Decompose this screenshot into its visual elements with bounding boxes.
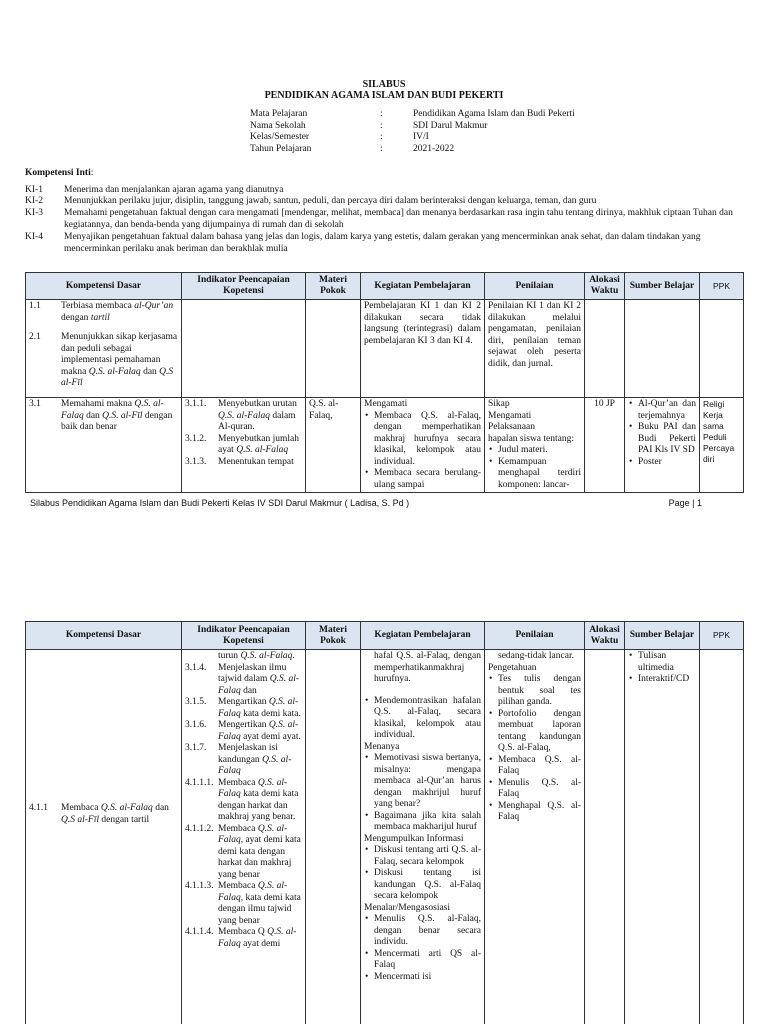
list-item: • Menulis Q.S. al-Falaq	[498, 778, 581, 801]
ki-item	[25, 232, 745, 255]
ki-text: Menerima dan menjalankan ajaran agama yang dianutnya	[64, 185, 284, 195]
document-title: SILABUS	[362, 79, 406, 90]
cell-materi	[306, 650, 361, 1024]
cell-penilaian: Penilaian KI 1 dan KI 2 dilakukan melalui pengamatan, penilaian diri, penilaian teman sejawat oleh peserta didik, dan jurnal.	[485, 300, 585, 398]
indikator-number: 4.1.1.3.	[185, 881, 214, 891]
meta-value: Pendidikan Agama Islam dan Budi Pekerti	[413, 109, 575, 119]
cell-penilaian	[485, 398, 585, 493]
cell-ppk	[700, 650, 744, 1024]
indikator-text: turun Q.S. al-Falaq.	[218, 651, 295, 661]
penilaian-line: hapalan siswa tentang:	[488, 433, 575, 444]
cell-sumber	[625, 300, 700, 398]
kd-text: Terbiasa membaca al-Qur’an dengan tartil	[61, 301, 174, 323]
ki-text: Memahami pengetahuan faktual dengan cara mengamati [mendengar, melihat, membaca] dan menanya berdasarkan rasa ingin tahu tentang dirinya, makhluk ciptaan Tuhan dan kegiatannya, dan benda-benda yang dijumpainya di rumah dan di sekolah	[64, 208, 733, 230]
page-2	[0, 620, 768, 1024]
indikator-text: Menjelaskan ilmu tajwid dalam Q.S. al-Falaq dan	[218, 662, 300, 696]
sumber-list	[628, 651, 696, 686]
kompetensi-inti-heading-colon: :	[90, 168, 94, 178]
kd-text: Memahami makna Q.S. al-Falaq dan Q.S. al-Fīl dengan baik dan benar	[61, 399, 173, 432]
meta-label: Mata Pelajaran	[250, 109, 308, 119]
cell-kompetensi-dasar	[26, 650, 182, 1024]
indikator-item	[185, 651, 302, 663]
meta-row	[250, 109, 575, 121]
penilaian-line: Pelaksanaan	[488, 422, 535, 432]
col-sumber-belajar: Sumber Belajar	[625, 622, 700, 650]
list-item: • Diskusi tentang isi kandungan Q.S. al-Falaq secara kelompok	[374, 868, 481, 903]
cell-sumber	[625, 650, 700, 1024]
list-item: • Membaca Q.S. al-Falaq, dengan memperhatikan makhraj hurufnya secara klasikal, kelompok atau individual.	[374, 411, 481, 469]
col-kompetensi-dasar: Kompetensi Dasar	[26, 622, 182, 650]
kd-item	[29, 301, 178, 324]
meta-label: Tahun Pelajaran	[250, 143, 312, 154]
kd-number: 1.1	[29, 301, 41, 311]
kompetensi-inti-heading	[25, 168, 93, 178]
kd-number: 4.1.1	[29, 803, 48, 813]
cell-kegiatan: Pembelajaran KI 1 dan KI 2 dilakukan secara tidak langsung (terintegrasi) dalam pembelajaran KI 3 dan KI 4.	[361, 300, 485, 398]
col-alokasi-waktu: Alokasi Waktu	[585, 273, 625, 300]
kegiatan-list	[364, 914, 481, 983]
ki-code: KI-1	[25, 185, 43, 195]
indikator-item	[185, 399, 302, 434]
penilaian-line: Sikap	[488, 399, 510, 409]
kegiatan-list	[364, 845, 481, 903]
col-materi-pokok: Materi Pokok	[306, 273, 361, 300]
indikator-number: 3.1.5.	[185, 697, 207, 707]
meta-separator: :	[380, 109, 383, 119]
indikator-number: 4.1.1.4.	[185, 927, 214, 937]
penilaian-line: Mengamati	[488, 410, 532, 421]
indikator-text: Membaca Q.S. al-Falaq kata demi kata dengan harkat dan makhraj yang benar.	[218, 777, 299, 822]
kd-text: Menunjukkan sikap kerjasama dan peduli sebagai implementasi pemahaman makna Q.S. al-Falaq dan Q.S al-Fīl	[61, 332, 178, 388]
meta-row	[250, 121, 575, 133]
col-sumber-belajar: Sumber Belajar	[625, 273, 700, 300]
document-subtitle: PENDIDIKAN AGAMA ISLAM DAN BUDI PEKERTI	[264, 90, 504, 101]
list-item: • Mencermati arti QS al-Falaq	[374, 949, 481, 972]
cell-sumber	[625, 398, 700, 493]
indikator-text: Mengartikan Q.S. al-Falaq kata demi kata.	[218, 697, 301, 719]
list-item: • Bagaimana jika kita salah membaca makharijul huruf	[374, 811, 481, 834]
indikator-item	[185, 720, 302, 743]
list-item: • Poster	[638, 457, 696, 469]
cell-materi	[306, 300, 361, 398]
table-header-row	[26, 622, 744, 650]
cell-materi: Q.S. al-Falaq,	[306, 398, 361, 493]
ki-item	[25, 196, 745, 208]
indikator-number: 3.1.6.	[185, 720, 207, 730]
list-item: • Mencermati isi	[374, 972, 481, 984]
cell-indikator	[182, 650, 306, 1024]
cell-alokasi	[585, 300, 625, 398]
kd-item	[29, 399, 178, 434]
indikator-number: 3.1.4.	[185, 662, 207, 673]
meta-separator: :	[380, 132, 383, 142]
cell-kompetensi-dasar	[26, 300, 182, 398]
cell-indikator	[182, 300, 306, 398]
silabus-table	[25, 621, 744, 1024]
ki-code: KI-4	[25, 232, 43, 242]
table-row	[26, 398, 744, 493]
list-item: • Interaktif/CD	[638, 674, 696, 686]
col-indikator: Indikator Peencapaian Kopetensi	[182, 273, 306, 300]
indikator-text: Menyebutkan jumlah ayat Q.S. al-Falaq	[218, 433, 299, 455]
sumber-list	[628, 399, 696, 468]
meta-label: Nama Sekolah	[250, 120, 306, 131]
kd-item	[29, 803, 178, 826]
indikator-item	[185, 457, 302, 469]
cell-ppk: Religi Kerja sama Peduli Percaya diri	[700, 398, 744, 493]
cell-penilaian	[485, 650, 585, 1024]
indikator-number: 4.1.1.1.	[185, 777, 214, 788]
kegiatan-heading: Menalar/Mengasosiasi	[364, 902, 451, 913]
list-item: • Judul materi.	[498, 445, 581, 457]
ki-item	[25, 208, 745, 231]
col-ppk: PPK	[700, 273, 744, 300]
indikator-text: Menjelaskan isi kandungan Q.S. al-Falaq	[218, 743, 292, 776]
meta-value: 2021-2022	[413, 143, 455, 154]
kompetensi-inti-heading-text: Kompetensi Inti	[25, 168, 91, 178]
cell-indikator	[182, 398, 306, 493]
col-kegiatan: Kegiatan Pembelajaran	[361, 622, 485, 650]
list-item: • Buku PAI dan Budi Pekerti PAI Kls IV SD	[638, 422, 696, 457]
silabus-table	[25, 272, 744, 493]
col-materi-pokok: Materi Pokok	[306, 622, 361, 650]
list-item: • Diskusi tentang arti Q.S. al-Falaq, secara kelompok	[374, 845, 481, 868]
list-item: • Tulisan ultimedia	[638, 651, 696, 674]
kegiatan-list	[364, 696, 481, 742]
indikator-text: Membaca Q.S. al-Falaq, ayat demi kata demi kata dengan harkat dan makhraj yang benar	[218, 823, 301, 880]
list-item: • Mendemontrasikan hafalan Q.S. al-Falaq, secara klasikal, kelompok atau individual.	[374, 696, 481, 742]
indikator-item	[185, 663, 302, 698]
cell-alokasi	[585, 650, 625, 1024]
page-number: Page | 1	[668, 498, 702, 508]
indikator-item	[185, 743, 302, 778]
kegiatan-line: hafal Q.S. al-Falaq, dengan memperhatikanmakhraj hurufnya.	[374, 651, 481, 684]
col-indikator: Indikator Peencapaian Kopetensi	[182, 622, 306, 650]
list-item: • Membaca secara berulang-ulang sampai	[374, 468, 481, 491]
kegiatan-list	[364, 753, 481, 834]
col-penilaian: Penilaian	[485, 273, 585, 300]
list-item: • Memotivasi siswa bertanya, misalnya: mengapa membaca al-Qur’an harus dengan makhrijul huruf yang benar?	[374, 753, 481, 811]
table-header-row	[26, 273, 744, 300]
kegiatan-heading: Mengumpulkan Informasi	[364, 833, 464, 844]
col-penilaian: Penilaian	[485, 622, 585, 650]
penilaian-line: sedang-tidak lancar.	[498, 651, 574, 661]
kegiatan-heading: Mengamati	[364, 399, 408, 409]
list-item: • Membaca Q.S. al-Falaq	[498, 755, 581, 778]
indikator-number: 3.1.2.	[185, 433, 207, 444]
list-item: • Menghapal Q.S. al-Falaq	[498, 801, 581, 824]
ki-text: Menunjukkan perilaku jujur, disiplin, tanggung jawab, santun, peduli, dan percaya diri dalam berinteraksi dengan keluarga, teman, dan guru	[64, 196, 597, 206]
table-row	[26, 650, 744, 1024]
list-item: • Al-Qur’an dan terjemahnya	[638, 399, 696, 422]
indikator-item	[185, 697, 302, 720]
list-item: • Portofolio dengan membuat laporan tentang kandungan Q.S. al-Falaq,	[498, 709, 581, 755]
list-item: • Kemampuan menghapal terdiri komponen: lancar-	[498, 457, 581, 492]
indikator-item	[185, 778, 302, 824]
table-row	[26, 300, 744, 398]
indikator-text: Mengertikan Q.S. al-Falaq ayat demi ayat.	[218, 720, 301, 742]
meta-separator: :	[380, 120, 383, 131]
meta-row	[250, 144, 575, 156]
col-alokasi-waktu: Alokasi Waktu	[585, 622, 625, 650]
indikator-text: Membaca Q Q.S. al-Falaq ayat demi	[218, 927, 297, 949]
kd-number: 3.1	[29, 399, 41, 409]
list-item: • Tes tulis dengan bentuk soal tes pilihan ganda.	[498, 674, 581, 709]
indikator-item	[185, 927, 302, 950]
cell-kegiatan	[361, 650, 485, 1024]
ki-item	[25, 185, 745, 197]
meta-value: IV/I	[413, 132, 429, 142]
penilaian-list	[488, 674, 581, 824]
cell-kompetensi-dasar	[26, 398, 182, 493]
col-kompetensi-dasar: Kompetensi Dasar	[26, 273, 182, 300]
kegiatan-list	[364, 411, 481, 492]
cell-ppk	[700, 300, 744, 398]
cell-kegiatan	[361, 398, 485, 493]
indikator-number: 3.1.7.	[185, 743, 207, 753]
col-ppk: PPK	[700, 622, 744, 650]
cell-alokasi: 10 JP	[585, 398, 625, 493]
meta-row	[250, 132, 575, 144]
ki-text: Menyajikan pengetahuan faktual dalam bahasa yang jelas dan logis, dalam karya yang estetis, dalam gerakan yang mencerminkan anak sehat, dan dalam tindakan yang mencerminkan perilaku anak beriman dan berakhlak mulia	[64, 232, 701, 254]
col-kegiatan: Kegiatan Pembelajaran	[361, 273, 485, 300]
indikator-item	[185, 434, 302, 457]
penilaian-list	[488, 445, 581, 491]
indikator-text: Membaca Q.S. al-Falaq, kata demi kata dengan ilmu tajwid yang benar	[218, 881, 301, 926]
footer-text: Silabus Pendidikan Agama Islam dan Budi Pekerti Kelas IV SDI Darul Makmur ( Ladisa, S. Pd )	[30, 498, 410, 508]
meta-separator: :	[380, 143, 383, 154]
kd-number: 2.1	[29, 332, 41, 342]
page-footer	[30, 498, 702, 508]
meta-value: SDI Darul Makmur	[413, 120, 488, 131]
indikator-item	[185, 881, 302, 927]
list-item: • Menulis Q.S. al-Falaq, dengan benar secara individu.	[374, 914, 481, 949]
kd-item	[29, 332, 178, 390]
ki-code: KI-3	[25, 208, 43, 218]
page-gap	[0, 520, 768, 620]
penilaian-heading: Pengetahuan	[488, 662, 537, 673]
kegiatan-heading: Menanya	[364, 741, 400, 752]
meta-info	[250, 109, 575, 155]
indikator-text: Menentukan tempat	[218, 456, 294, 467]
indikator-number	[185, 651, 218, 663]
kd-text: Membaca Q.S. al-Falaq dan Q.S al-Fīl dengan tartil	[61, 803, 169, 825]
indikator-number: 4.1.1.2.	[185, 823, 214, 834]
indikator-number: 3.1.3.	[185, 456, 207, 467]
indikator-number: 3.1.1.	[185, 399, 207, 409]
ki-code: KI-2	[25, 196, 43, 206]
meta-label: Kelas/Semester	[250, 132, 310, 142]
indikator-item	[185, 824, 302, 882]
indikator-text: Menyebutkan urutan Q.S. al-Falaq dalam Al-quran.	[218, 399, 297, 432]
